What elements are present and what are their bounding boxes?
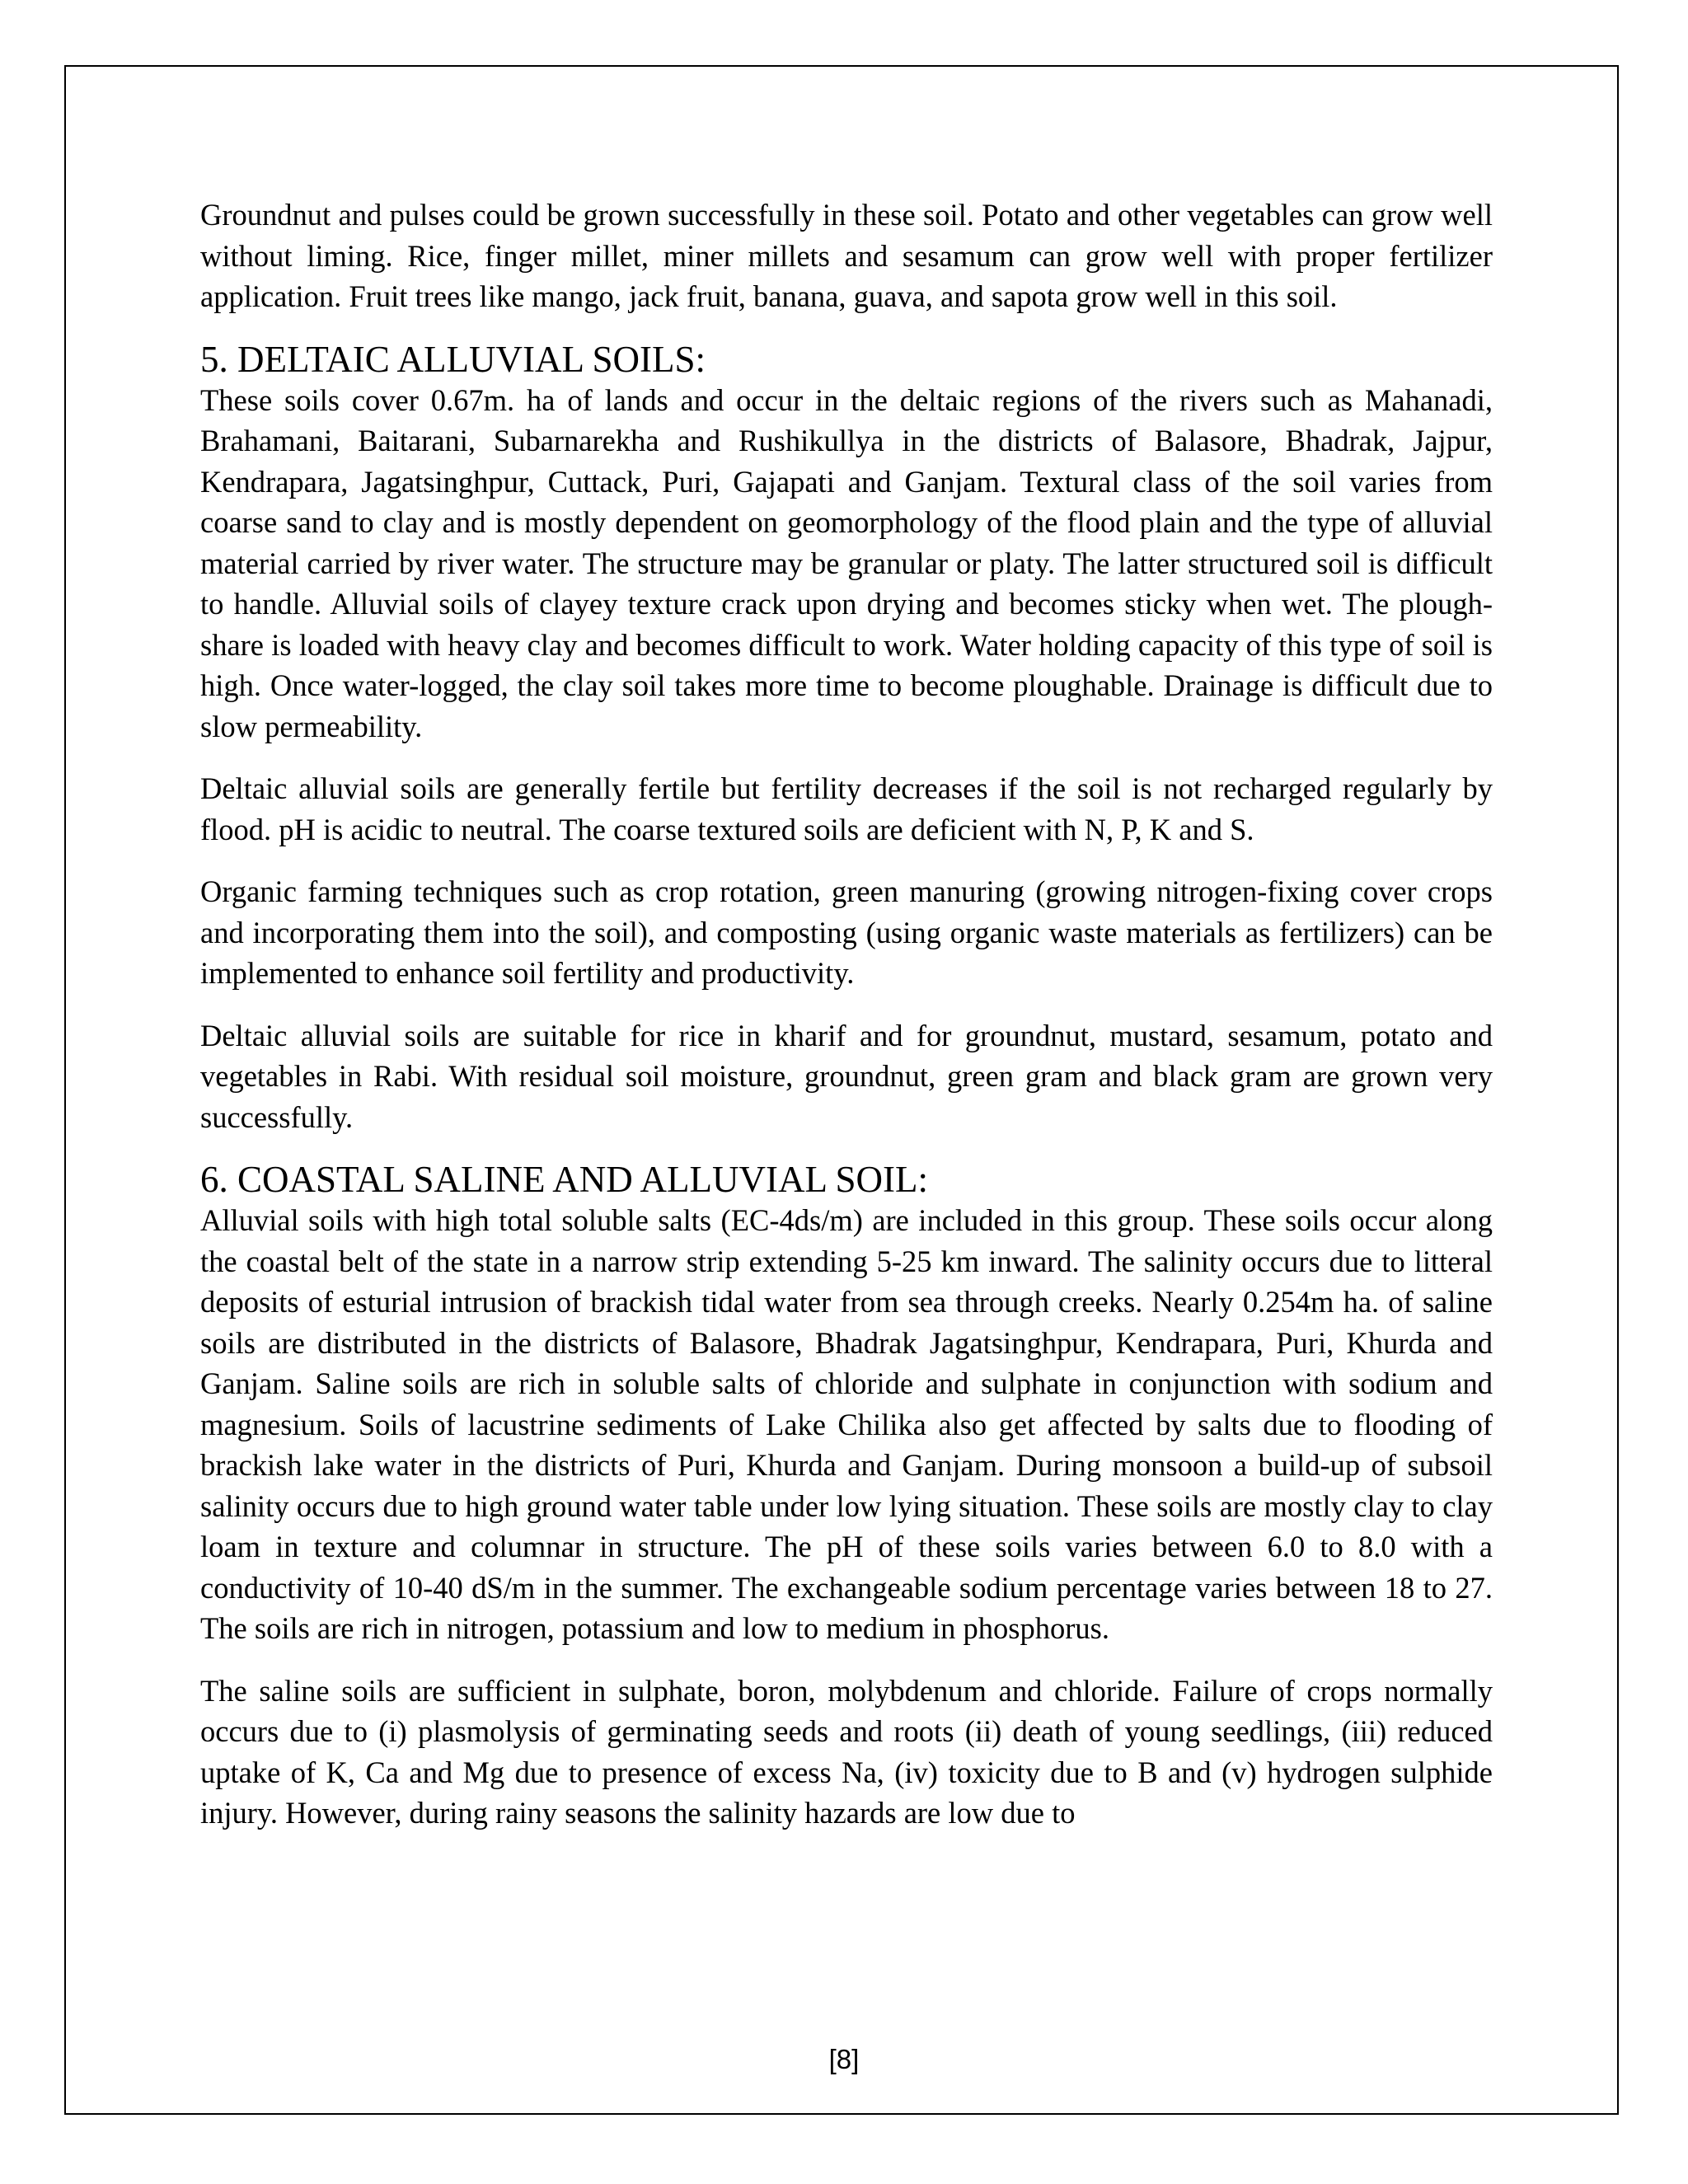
intro-paragraph: Groundnut and pulses could be grown successfully in these soil. Potato and other vegetables can grow well without liming. Rice, finger millet, miner millets and sesamum can grow well with proper fertilizer application. Fruit trees like mango, jack fruit, banana, guava, and sapota grow well in this soil.	[200, 198, 1493, 313]
section-5-paragraph-1: These soils cover 0.67m. ha of lands and occur in the deltaic regions of the rivers such as Mahanadi, Brahamani, Baitarani, Subarnarekha and Rushikullya in the districts of Balasore, Bhadrak, Jajpur, Kendrapara, Jagatsinghpur, Cuttack, Puri, Gajapati and Ganjam. Textural class of the soil varies from coarse sand to clay and is mostly dependent on geomorphology of the flood plain and the type of alluvial material carried by river water. The structure may be granular or platy. The latter structured soil is difficult to handle. Alluvial soils of clayey texture crack upon drying and becomes sticky when wet. The plough-share is loaded with heavy clay and becomes difficult to work. Water holding capacity of this type of soil is high. Once water-logged, the clay soil takes more time to become ploughable. Drainage is difficult due to slow permeability.	[200, 382, 1493, 743]
section-5-heading: 5. DELTAIC ALLUVIAL SOILS:	[200, 338, 706, 380]
document-body	[200, 194, 1493, 1855]
section-5-paragraph-2: Deltaic alluvial soils are generally fertile but fertility decreases if the soil is not recharged regularly by flood. pH is acidic to neutral. The coarse textured soils are deficient with N, P, K and S.	[200, 771, 1493, 846]
section-5-paragraph-3: Organic farming techniques such as crop rotation, green manuring (growing nitrogen-fixing cover crops and incorporating them into the soil), and composting (using organic waste materials as fertilizers) can be implemented to enhance soil fertility and productivity.	[200, 874, 1493, 990]
page-number: [8]	[828, 2044, 860, 2074]
section-5-paragraph-4: Deltaic alluvial soils are suitable for rice in kharif and for groundnut, mustard, sesamum, potato and vegetables in Rabi. With residual soil moisture, groundnut, green gram and black gram are grown very successfully.	[200, 1018, 1493, 1134]
section-6-heading: 6. COASTAL SALINE AND ALLUVIAL SOIL:	[200, 1159, 929, 1200]
section-6-paragraph-2: The saline soils are sufficient in sulphate, boron, molybdenum and chloride. Failure of crops normally occurs due to (i) plasmolysis of germinating seeds and roots (ii) death of young seedlings, (iii) reduced uptake of K, Ca and Mg due to presence of excess Na, (iv) toxicity due to B and (v) hydrogen sulphide injury. However, during rainy seasons the salinity hazards are low due to	[200, 1673, 1493, 1830]
section-6-paragraph-1: Alluvial soils with high total soluble salts (EC-4ds/m) are included in this group. These soils occur along the coastal belt of the state in a narrow strip extending 5-25 km inward. The salinity occurs due to litteral deposits of esturial intrusion of brackish tidal water from sea through creeks. Nearly 0.254m ha. of saline soils are distributed in the districts of Balasore, Bhadrak Jagatsinghpur, Kendrapara, Puri, Khurda and Ganjam. Saline soils are rich in soluble salts of chloride and sulphate in conjunction with sodium and magnesium. Soils of lacustrine sediments of Lake Chilika also get affected by salts due to flooding of brackish lake water in the districts of Puri, Khurda and Ganjam. During monsoon a build-up of subsoil salinity occurs due to high ground water table under low lying situation. These soils are mostly clay to clay loam in texture and columnar in structure. The pH of these soils varies between 6.0 to 8.0 with a conductivity of 10-40 dS/m in the summer. The exchangeable sodium percentage varies between 18 to 27. The soils are rich in nitrogen, potassium and low to medium in phosphorus.	[200, 1203, 1493, 1645]
